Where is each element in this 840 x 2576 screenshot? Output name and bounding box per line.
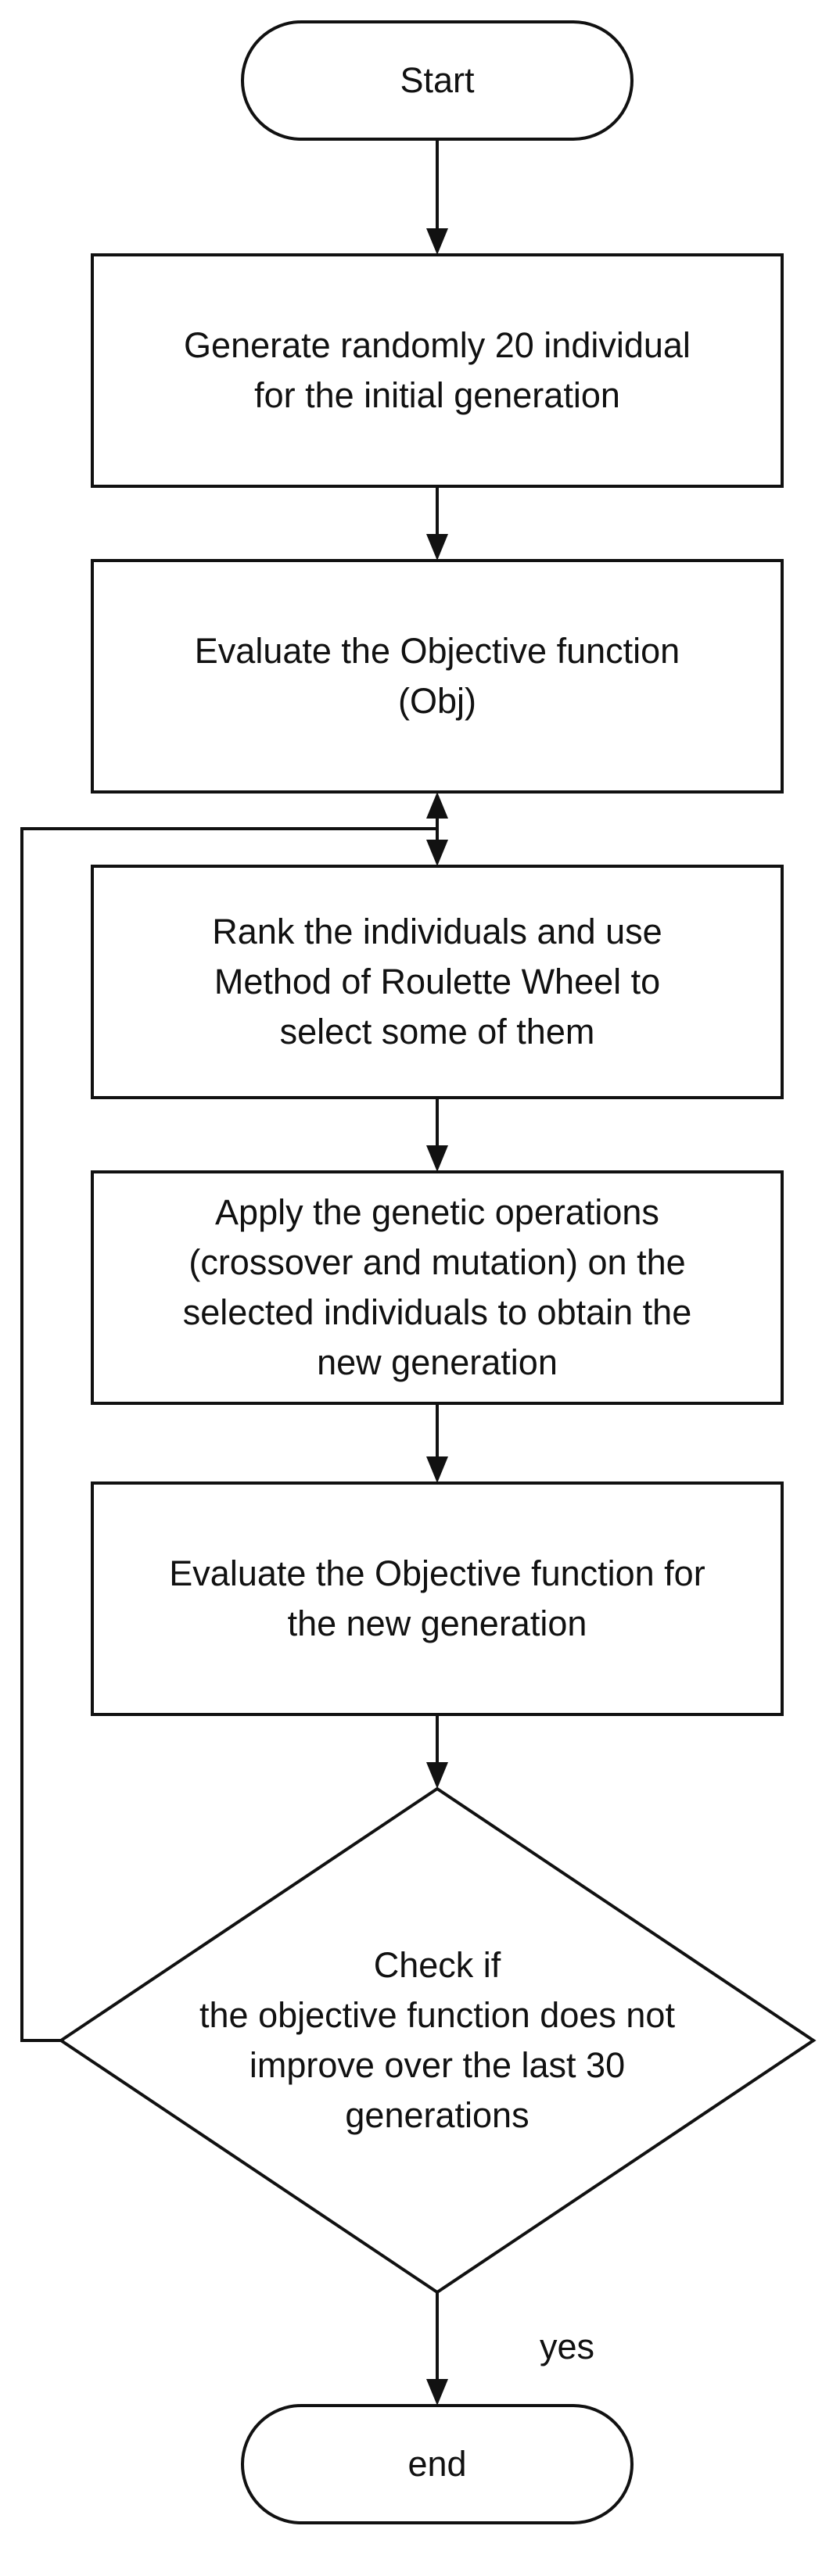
arrowhead-evaluate xyxy=(426,534,448,561)
evaluate-objective-label: Evaluate the Objective function (Obj) xyxy=(194,631,680,721)
evaluate-new-generation-label: Evaluate the Objective function for the new generation xyxy=(169,1553,705,1643)
arrowhead-generate xyxy=(426,228,448,255)
generate-population-label: Generate randomly 20 individual for the initial generation xyxy=(184,325,691,415)
end-label: end xyxy=(407,2444,467,2484)
arrowhead-operations xyxy=(426,1145,448,1172)
arrowhead-end xyxy=(426,2379,448,2406)
arrowhead-evaluate-new xyxy=(426,1456,448,1483)
rank-select-label: Rank the individuals and use Method of Roulette Wheel to select some of them xyxy=(212,912,662,1052)
termination-check-label: Check if the objective function does not improve over the last 30 generations xyxy=(199,1945,675,2135)
genetic-operations-label: Apply the genetic operations (crossover and mutation) on the selected individuals to obtain the new generation xyxy=(182,1192,692,1382)
yes-label: yes xyxy=(540,2327,595,2366)
arrowhead-evaluate-up xyxy=(426,792,448,819)
arrowhead-check xyxy=(426,1762,448,1789)
arrowhead-rank xyxy=(426,840,448,866)
start-label: Start xyxy=(400,60,475,100)
